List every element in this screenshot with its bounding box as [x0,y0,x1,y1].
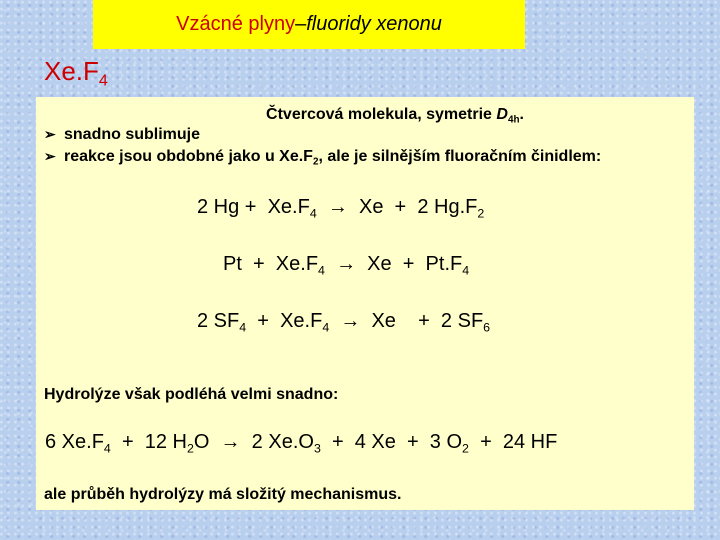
eq-part: → Xe + 2 SF [329,310,484,332]
intro-symmetry-sub: 4h [507,114,520,126]
eq-sub: 2 [462,441,469,456]
equation-2 [223,253,469,276]
hydrolysis-note: Hydrolýze však podléhá velmi snadno: [44,386,339,403]
compound-heading [44,56,108,90]
eq-part: 2 Hg + Xe.F [197,196,310,218]
heading-subscript: 4 [98,71,108,90]
eq-part: + 24 HF [468,431,558,453]
bullet-item-1 [44,126,200,144]
eq-part: 2 SF [197,310,240,332]
heading-text: Xe.F [44,56,99,86]
arrow-bullet-icon: ➢ [44,148,56,164]
bullet-subscript: 2 [312,156,319,168]
eq-sub: 4 [462,263,470,278]
eq-part: 6 Xe.F [45,431,104,453]
eq-sub: 4 [239,320,247,335]
eq-sub: 2 [477,206,485,221]
eq-part: → Xe + Pt.F [324,253,463,275]
mechanism-note: ale průběh hydrolýzy má složitý mechanismus. [44,486,402,503]
arrow-bullet-icon: ➢ [44,126,56,142]
bullet-item-2 [44,148,601,166]
eq-part: + 12 H [110,431,187,453]
content-panel [36,97,694,510]
eq-part: → Xe + 2 Hg.F [316,196,478,218]
intro-symmetry: D [496,106,508,123]
eq-part: Pt + Xe.F [223,253,319,275]
bullet-text-a: reakce jsou obdobné jako u Xe.F [64,148,313,165]
eq-part: O → 2 Xe.O [193,431,314,453]
title-main: Vzácné plyny [176,13,296,35]
eq-sub: 3 [313,441,321,456]
intro-suffix: . [519,106,524,123]
equation-4 [45,431,557,454]
eq-part: + 4 Xe + 3 O [320,431,463,453]
title-banner [93,0,525,49]
eq-sub: 6 [483,320,491,335]
eq-sub: 4 [322,320,330,335]
eq-sub: 4 [103,441,111,456]
eq-sub: 4 [318,263,325,278]
bullet-text: snadno sublimuje [64,126,201,143]
bullet-text [64,148,601,166]
equation-3 [197,310,490,333]
title-sub: fluoridy xenonu [306,13,442,35]
title-dash: – [295,13,307,35]
intro-prefix: Čtvercová molekula, symetrie [266,106,497,123]
intro-line [36,106,694,124]
bullet-text-b: , ale je silnějším fluoračním činidlem: [318,148,602,165]
eq-sub: 2 [186,441,194,456]
eq-part: + Xe.F [246,310,323,332]
eq-sub: 4 [309,206,317,221]
equation-1 [197,196,484,219]
